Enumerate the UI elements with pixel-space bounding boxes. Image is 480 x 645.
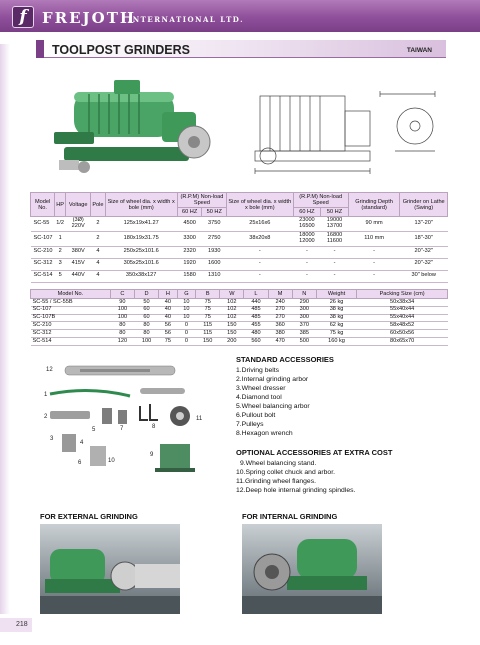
list-item: 1.Driving belts <box>236 367 280 374</box>
cell: 270 <box>268 314 292 322</box>
cell: 485 <box>244 306 268 314</box>
callout-7: 7 <box>120 426 124 432</box>
cell: SC-107 <box>31 232 55 247</box>
cell: - <box>321 270 349 282</box>
col-voltage: Voltage <box>66 193 91 217</box>
cell: 2750 <box>202 232 227 247</box>
callout-5: 5 <box>92 427 96 433</box>
cell: SC-107B <box>31 314 111 322</box>
cell: 102 <box>220 299 244 307</box>
brand-subtitle: INTERNATIONAL LTD. <box>128 15 245 24</box>
cell: 160 kg <box>316 337 356 345</box>
cell: 75 kg <box>316 330 356 338</box>
cell: 56 <box>159 322 178 330</box>
callout-8: 8 <box>152 424 156 430</box>
cell: 200 <box>220 337 244 345</box>
col-wheel-size: Size of wheel dia. x width x bole (mm) <box>105 193 177 217</box>
table-row <box>31 322 448 330</box>
cell: 120 <box>110 337 134 345</box>
optional-accessories-heading: OPTIONAL ACCESSORIES AT EXTRA COST <box>236 448 393 457</box>
cell: 385 <box>292 330 316 338</box>
table-row <box>31 258 448 270</box>
cell: 55x40x44 <box>357 306 448 314</box>
cell: 100 <box>134 337 158 345</box>
accessories-photo <box>40 356 220 480</box>
cell: 1930 <box>202 246 227 258</box>
cell: - <box>227 270 294 282</box>
cell: 75 <box>196 314 220 322</box>
external-grinding-photo <box>40 524 180 614</box>
technical-drawing <box>250 86 440 178</box>
cell: 56 <box>159 330 178 338</box>
col-50hz-internal: 50 HZ <box>321 208 349 217</box>
table-row <box>31 217 448 232</box>
cell: 62 kg <box>316 322 356 330</box>
cell: 10 <box>177 306 196 314</box>
cell: (3Ø) 220V <box>66 217 91 232</box>
col-header: N <box>292 290 316 299</box>
cell: 58x48x52 <box>357 322 448 330</box>
page-title: TOOLPOST GRINDERS <box>52 43 190 57</box>
col-50hz: 50 HZ <box>202 208 227 217</box>
cell: 20"-32" <box>400 246 448 258</box>
col-60hz: 60 HZ <box>177 208 202 217</box>
col-header: H <box>159 290 178 299</box>
cell: 480 <box>244 330 268 338</box>
cell: 0 <box>177 322 196 330</box>
cell: 1920 <box>177 258 202 270</box>
col-wheel-size-internal: Size of wheel dia. x width x bole (mm) <box>227 193 294 217</box>
callout-11: 11 <box>196 416 203 422</box>
list-item: 8.Hexagon wrench <box>236 430 293 437</box>
col-hp: HP <box>55 193 66 217</box>
standard-accessories-list <box>236 366 310 438</box>
cell: 250x25x101.6 <box>105 246 177 258</box>
standard-accessories-heading: STANDARD ACCESSORIES <box>236 355 334 364</box>
side-rule <box>0 44 10 614</box>
cell: SC-312 <box>31 330 111 338</box>
table-row <box>31 299 448 307</box>
cell: SC-55 / SC-55B <box>31 299 111 307</box>
table-row <box>31 270 448 282</box>
cell: 115 <box>196 322 220 330</box>
cell: 150 <box>196 337 220 345</box>
cell: 2320 <box>177 246 202 258</box>
cell: - <box>348 270 400 282</box>
col-rpm: (R.P.M) Non-load Speed <box>177 193 226 208</box>
cell: 80 <box>134 322 158 330</box>
cell: 16800 11600 <box>321 232 349 247</box>
internal-grinding-photo <box>242 524 382 614</box>
cell: 55x40x44 <box>357 314 448 322</box>
cell: 102 <box>220 314 244 322</box>
callout-3: 3 <box>50 436 54 442</box>
page-number: 218 <box>0 618 32 632</box>
cell: 60 <box>134 306 158 314</box>
cell: 2 <box>91 232 105 247</box>
cell: - <box>348 246 400 258</box>
callout-12: 12 <box>46 367 53 373</box>
cell: SC-210 <box>31 322 111 330</box>
cell: 38x20x8 <box>227 232 294 247</box>
cell: SC-107 <box>31 306 111 314</box>
cell <box>66 232 91 247</box>
cell: 38 kg <box>316 314 356 322</box>
cell: 80 <box>110 322 134 330</box>
callout-2: 2 <box>44 414 48 420</box>
cell: 305x25x101.6 <box>105 258 177 270</box>
cell: 19000 13700 <box>321 217 349 232</box>
list-item: 12.Deep hole internal grinding spindles. <box>236 487 356 494</box>
cell: 4 <box>91 270 105 282</box>
cell: 10 <box>177 299 196 307</box>
cell: - <box>348 258 400 270</box>
col-pole: Pole <box>91 193 105 217</box>
col-header: L <box>244 290 268 299</box>
title-marker <box>36 40 44 58</box>
cell: 60 <box>134 314 158 322</box>
col-header: Packing Size (cm) <box>357 290 448 299</box>
col-header: G <box>177 290 196 299</box>
cell: 75 <box>159 337 178 345</box>
cell: 360 <box>268 322 292 330</box>
list-item: 6.Pullout bolt <box>236 412 276 419</box>
cell: 370 <box>292 322 316 330</box>
col-60hz-internal: 60 HZ <box>293 208 321 217</box>
cell: 1600 <box>202 258 227 270</box>
cell: 90 <box>110 299 134 307</box>
cell: 180x19x31.75 <box>105 232 177 247</box>
cell: 23000 16500 <box>293 217 321 232</box>
external-grinding-label: FOR EXTERNAL GRINDING <box>40 512 138 521</box>
cell: - <box>227 246 294 258</box>
internal-grinding-label: FOR INTERNAL GRINDING <box>242 512 338 521</box>
cell: 1/2 <box>55 217 66 232</box>
cell: 0 <box>177 330 196 338</box>
cell: 560 <box>244 337 268 345</box>
cell: 150 <box>220 330 244 338</box>
callout-4: 4 <box>80 440 84 446</box>
cell: 4 <box>91 246 105 258</box>
cell: 3750 <box>202 217 227 232</box>
cell: 80x65x70 <box>357 337 448 345</box>
cell: 18"-30" <box>400 232 448 247</box>
cell: 2 <box>91 217 105 232</box>
cell: 110 mm <box>348 232 400 247</box>
list-item: 11.Grinding wheel flanges. <box>236 478 316 485</box>
cell: SC-210 <box>31 246 55 258</box>
cell: 80 <box>134 330 158 338</box>
col-rpm-internal: (R.P.M) Non-load Speed <box>293 193 348 208</box>
cell: 13"-20" <box>400 217 448 232</box>
cell: 1310 <box>202 270 227 282</box>
region-label: TAIWAN <box>406 47 432 54</box>
dimensions-table <box>30 289 448 346</box>
cell: - <box>321 246 349 258</box>
cell: 470 <box>268 337 292 345</box>
cell: 75 <box>196 299 220 307</box>
cell: 290 <box>292 299 316 307</box>
cell: - <box>293 270 321 282</box>
cell: 0 <box>177 337 196 345</box>
cell: 26 kg <box>316 299 356 307</box>
cell: 1580 <box>177 270 202 282</box>
cell: 75 <box>196 306 220 314</box>
cell: 4 <box>91 258 105 270</box>
list-item: 5.Wheel balancing arbor <box>236 403 310 410</box>
brand-name: FREJOTH <box>42 9 137 27</box>
cell: 440 <box>244 299 268 307</box>
grinder-photo <box>44 72 224 177</box>
cell: 115 <box>196 330 220 338</box>
cell: 240 <box>268 299 292 307</box>
cell: 80 <box>110 330 134 338</box>
col-header: B <box>196 290 220 299</box>
cell: SC-55 <box>31 217 55 232</box>
cell: 300 <box>292 314 316 322</box>
cell: 90 mm <box>348 217 400 232</box>
cell: 380V <box>66 246 91 258</box>
cell: - <box>293 246 321 258</box>
callout-9: 9 <box>150 452 154 458</box>
callout-6: 6 <box>78 460 82 466</box>
cell: 20"-32" <box>400 258 448 270</box>
col-header: D <box>134 290 158 299</box>
list-item: 7.Pulleys <box>236 421 264 428</box>
cell: 485 <box>244 314 268 322</box>
cell: 10 <box>177 314 196 322</box>
list-item: 3.Wheel dresser <box>236 385 286 392</box>
cell: 500 <box>292 337 316 345</box>
cell: 50 <box>134 299 158 307</box>
cell: 440V <box>66 270 91 282</box>
cell: 150 <box>220 322 244 330</box>
cell: SC-312 <box>31 258 55 270</box>
cell: 3300 <box>177 232 202 247</box>
table-row <box>31 314 448 322</box>
col-depth: Grinding Depth (standard) <box>348 193 400 217</box>
col-header: C <box>110 290 134 299</box>
cell: 270 <box>268 306 292 314</box>
cell: 40 <box>159 306 178 314</box>
callout-1: 1 <box>44 392 48 398</box>
cell: 40 <box>159 314 178 322</box>
cell: 60x50x56 <box>357 330 448 338</box>
cell: 300 <box>292 306 316 314</box>
cell: 350x38x127 <box>105 270 177 282</box>
table-row <box>31 246 448 258</box>
col-header: M <box>268 290 292 299</box>
brand-logo-icon: f <box>12 6 34 28</box>
cell: 3 <box>55 258 66 270</box>
cell: 2 <box>55 246 66 258</box>
col-model: Model No. <box>31 193 55 217</box>
cell: 50x38x34 <box>357 299 448 307</box>
col-header: Model No. <box>31 290 111 299</box>
cell: 30" below <box>400 270 448 282</box>
cell: 1 <box>55 232 66 247</box>
cell: 18000 12000 <box>293 232 321 247</box>
list-item: 9.Wheel balancing stand. <box>240 460 317 467</box>
cell: 25x16x6 <box>227 217 294 232</box>
callout-10: 10 <box>108 458 115 464</box>
cell: 38 kg <box>316 306 356 314</box>
table-row <box>31 232 448 247</box>
cell: - <box>321 258 349 270</box>
cell: 4500 <box>177 217 202 232</box>
cell: - <box>227 258 294 270</box>
list-item: 2.Internal grinding arbor <box>236 376 309 383</box>
table-row <box>31 330 448 338</box>
col-header: Weight <box>316 290 356 299</box>
cell: SC-514 <box>31 337 111 345</box>
cell: 100 <box>110 314 134 322</box>
cell: 415V <box>66 258 91 270</box>
optional-accessories-list <box>236 459 355 495</box>
col-lathe: Grinder on Lathe (Swing) <box>400 193 448 217</box>
cell: 455 <box>244 322 268 330</box>
cell: - <box>293 258 321 270</box>
cell: 380 <box>268 330 292 338</box>
cell: 125x19x41.27 <box>105 217 177 232</box>
cell: 40 <box>159 299 178 307</box>
table-row <box>31 306 448 314</box>
cell: 102 <box>220 306 244 314</box>
col-header: W <box>220 290 244 299</box>
cell: 100 <box>110 306 134 314</box>
table-row <box>31 337 448 345</box>
list-item: 10.Spring collet chuck and arbor. <box>236 469 335 476</box>
cell: 5 <box>55 270 66 282</box>
spec-table <box>30 192 448 283</box>
cell: SC-514 <box>31 270 55 282</box>
list-item: 4.Diamond tool <box>236 394 282 401</box>
